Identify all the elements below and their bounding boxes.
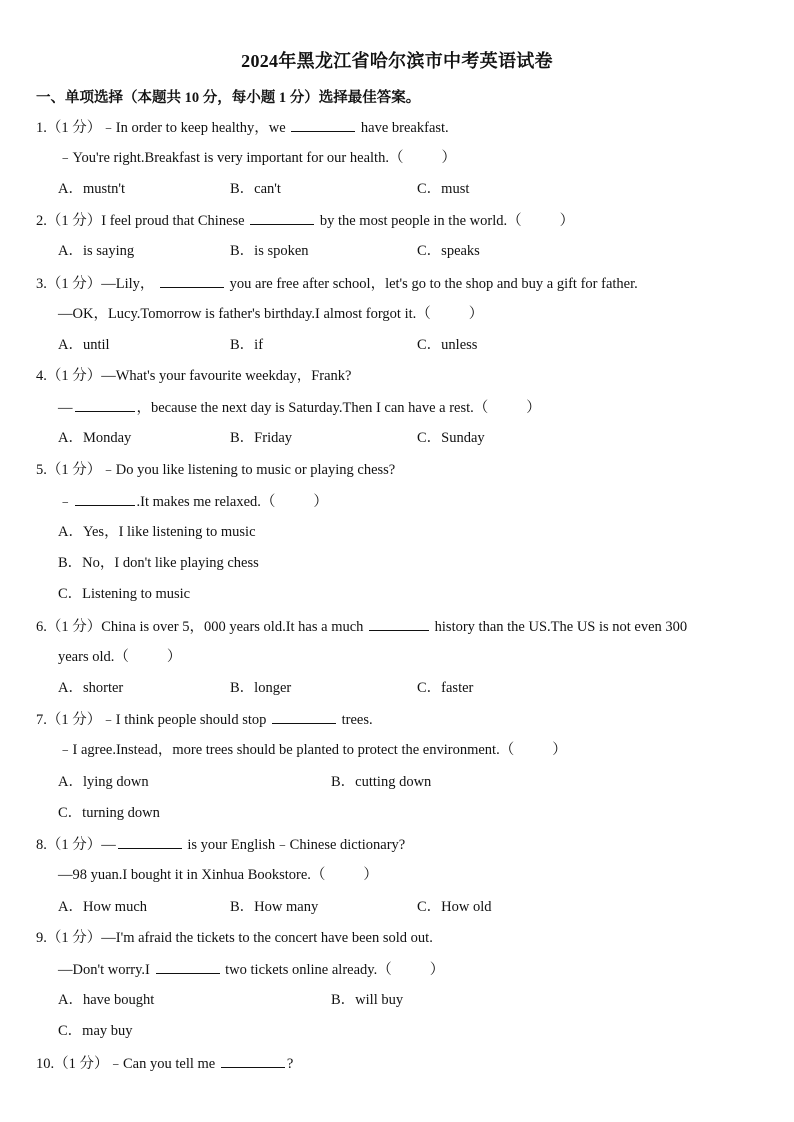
question-8-line-2: —98 yuan.I bought it in Xinhua Bookstore.（ ） <box>58 867 378 883</box>
question-4-line-1: 4.（1 分）—What's your favourite weekday，Frank? <box>36 368 352 384</box>
question-8-option-c[interactable]: C．How old <box>417 899 492 915</box>
section-heading: 一、单项选择（本题共 10 分，每小题 1 分）选择最佳答案。 <box>36 90 421 106</box>
question-5-line-2: ﹣ .It makes me relaxed.（ ） <box>58 491 328 512</box>
question-4-option-b[interactable]: B．Friday <box>230 430 293 446</box>
question-4-option-c[interactable]: C．Sunday <box>417 430 485 446</box>
answer-blank[interactable] <box>291 117 355 132</box>
answer-blank[interactable] <box>75 397 135 412</box>
question-2-option-a[interactable]: A．is saying <box>58 243 135 259</box>
question-6-option-b[interactable]: B．longer <box>230 680 292 696</box>
question-6-line-1: 6.（1 分）China is over 5，000 years old.It has a much history than the US.The US is not even 300 <box>36 616 687 637</box>
question-9-option-c[interactable]: C．may buy <box>58 1023 133 1039</box>
answer-blank[interactable] <box>369 616 429 631</box>
answer-blank[interactable] <box>221 1053 285 1068</box>
question-4-option-a[interactable]: A．Monday <box>58 430 132 446</box>
question-7-option-c[interactable]: C．turning down <box>58 805 160 821</box>
question-5-option-c[interactable]: C．Listening to music <box>58 586 191 602</box>
question-1-line-1: 1.（1 分）﹣In order to keep healthy，we have breakfast. <box>36 117 449 138</box>
question-1-option-b[interactable]: B．can't <box>230 181 281 197</box>
question-7-option-a[interactable]: A．lying down <box>58 774 149 790</box>
question-4-line-2: — ，because the next day is Saturday.Then I can have a rest.（ ） <box>58 397 541 418</box>
question-5-option-b[interactable]: B．No，I don't like playing chess <box>58 555 259 571</box>
question-8-line-1: 8.（1 分）— is your English﹣Chinese dictionary? <box>36 834 405 855</box>
question-1-option-a[interactable]: A．mustn't <box>58 181 126 197</box>
question-2-option-c[interactable]: C．speaks <box>417 243 480 259</box>
question-7-line-1: 7.（1 分）﹣I think people should stop trees. <box>36 709 373 730</box>
question-7-option-b[interactable]: B．cutting down <box>331 774 432 790</box>
answer-blank[interactable] <box>156 959 220 974</box>
question-10-line-1: 10.（1 分）﹣Can you tell me ? <box>36 1053 293 1074</box>
question-2-option-b[interactable]: B．is spoken <box>230 243 309 259</box>
question-3-option-b[interactable]: B．if <box>230 337 264 353</box>
question-8-option-b[interactable]: B．How many <box>230 899 319 915</box>
question-5-option-a[interactable]: A．Yes，I like listening to music <box>58 524 256 540</box>
question-3-line-1: 3.（1 分）—Lily， you are free after school，let's go to the shop and buy a gift for father. <box>36 273 638 294</box>
question-2-line-1: 2.（1 分）I feel proud that Chinese by the most people in the world.（ ） <box>36 210 574 231</box>
page-title: 2024年黑龙江省哈尔滨市中考英语试卷 <box>241 51 553 71</box>
answer-blank[interactable] <box>272 709 336 724</box>
question-9-option-b[interactable]: B．will buy <box>331 992 404 1008</box>
question-3-line-2: —OK，Lucy.Tomorrow is father's birthday.I almost forgot it.（ ） <box>58 306 484 322</box>
question-9-option-a[interactable]: A．have bought <box>58 992 155 1008</box>
question-1-option-c[interactable]: C．must <box>417 181 470 197</box>
question-3-option-a[interactable]: A．until <box>58 337 110 353</box>
answer-blank[interactable] <box>160 273 224 288</box>
question-9-line-2: —Don't worry.I two tickets online already.（ ） <box>58 959 444 980</box>
answer-blank[interactable] <box>250 210 314 225</box>
question-8-option-a[interactable]: A．How much <box>58 899 148 915</box>
answer-blank[interactable] <box>118 834 182 849</box>
answer-blank[interactable] <box>75 491 135 506</box>
question-9-line-1: 9.（1 分）—I'm afraid the tickets to the concert have been sold out. <box>36 930 433 946</box>
question-3-option-c[interactable]: C．unless <box>417 337 478 353</box>
question-7-line-2: ﹣I agree.Instead，more trees should be planted to protect the environment.（ ） <box>58 742 567 758</box>
question-6-option-a[interactable]: A．shorter <box>58 680 124 696</box>
question-6-line-2: years old.（ ） <box>58 649 182 665</box>
question-5-line-1: 5.（1 分）﹣Do you like listening to music or playing chess? <box>36 462 396 478</box>
question-6-option-c[interactable]: C．faster <box>417 680 474 696</box>
question-1-line-2: ﹣You're right.Breakfast is very important for our health.（ ） <box>58 150 456 166</box>
